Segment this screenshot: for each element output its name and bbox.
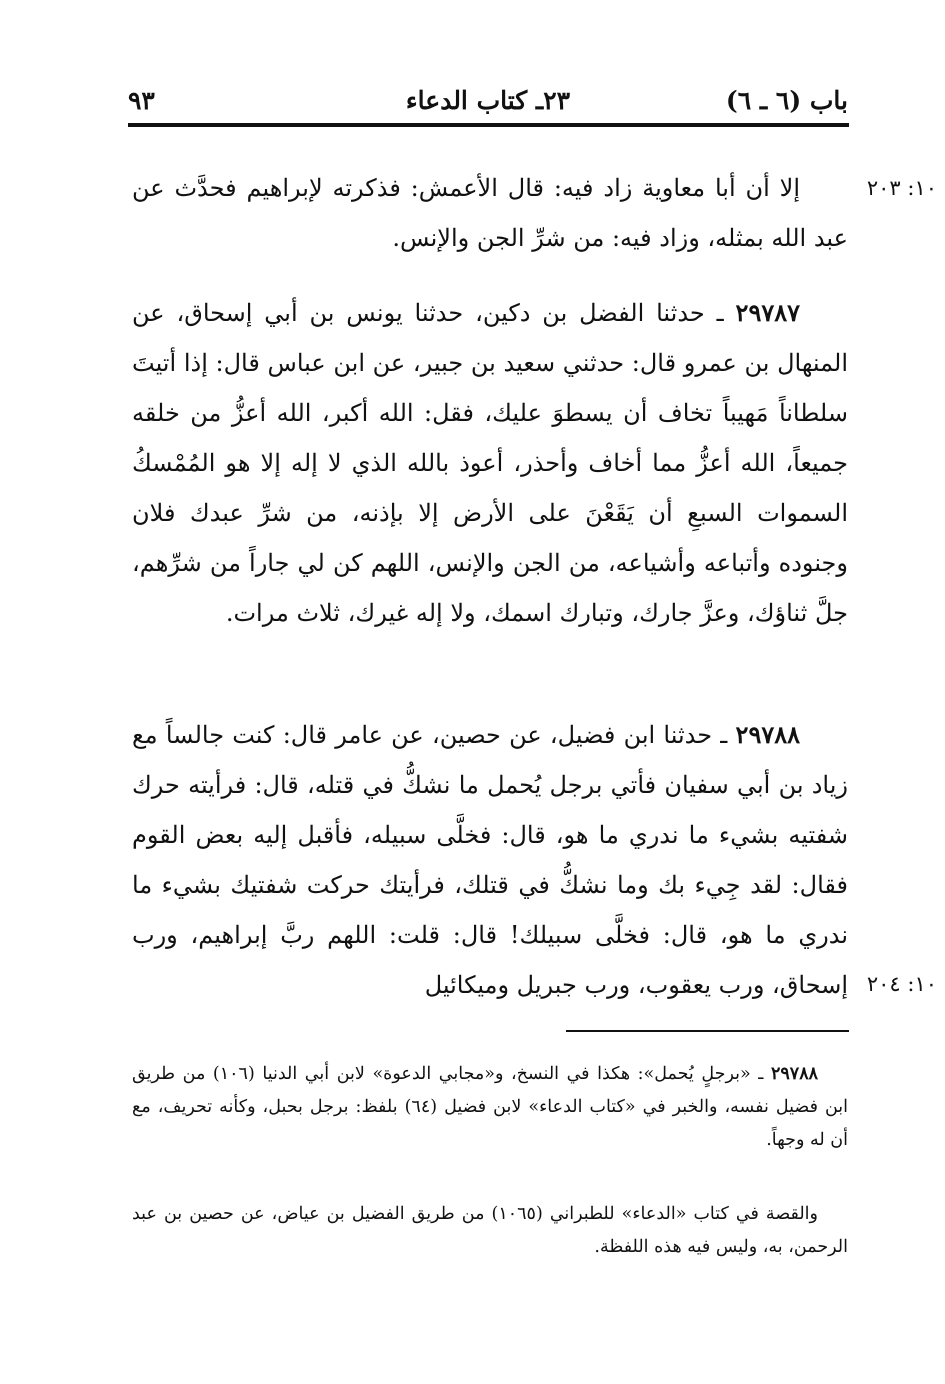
footnote-text: والقصة في كتاب «الدعاء» للطبراني (١٠٦٥) من طريق الفضيل بن عياض، عن حصين بن عبد الرحمن، به، وليس فيه هذه اللفظة. [132, 1204, 848, 1257]
margin-reference: ١٠: ٢٠٤ [866, 972, 937, 996]
hadith-text: ـ حدثنا الفضل بن دكين، حدثنا يونس بن أبي إسحاق، عن المنهال بن عمرو قال: حدثني سعيد بن جبير، عن ابن عباس قال: إذا أتيتَ سلطاناً مَهيباً تخاف أن يسطوَ عليك، فقل: الله أكبر، الله أعزُّ من خلقه جميعاً، الله أعزُّ مما أخاف وأحذر، أعوذ بالله الذي لا إله إلا هو المُمْسكُ السموات السبعِ أن يَقَعْنَ على الأرض إلا بإذنه، من شرِّ عبدك فلان وجنوده وأتباعه وأشياعه، من الجن والإنس، اللهم كن لي جاراً من شرِّهم، جلَّ ثناؤك، وعزَّ جارك، وتبارك اسمك، ولا إله غيرك، ثلاث مرات. [132, 299, 848, 627]
footnote-number: ٢٩٧٨٨ [771, 1064, 818, 1084]
book-title: ٢٣ـ كتاب الدعاء [405, 86, 571, 115]
chapter-section: باب (٦ ـ ٦) [725, 86, 848, 115]
hadith-number: ٢٩٧٨٧ [735, 298, 800, 327]
footnote [132, 1058, 848, 1157]
hadith-text: ـ حدثنا ابن فضيل، عن حصين، عن عامر قال: كنت جالساً مع زياد بن أبي سفيان فأتي برجل يُحمل ما نشكُّ في قتله، قال: فرأيته حرك شفتيه بشيء ما ندري ما هو، قال: فخلَّى سبيله، فأقبل إليه بعض القوم فقال: لقد جِيء بك وما نشكُّ في قتلك، فرأيتك حركت شفتيك بشيء ما ندري ما هو، قال: فخلَّى سبيلك! قال: قلت: اللهم ربَّ إبراهيم، ورب إسحاق، ورب يعقوب، ورب جبريل وميكائيل [132, 721, 849, 999]
running-header [128, 80, 848, 122]
hadith-paragraph [132, 710, 848, 1010]
header-rule [128, 123, 849, 127]
footnote-text: ـ «برجلٍ يُحمل»: هكذا في النسخ، و«مجابي الدعوة» لابن أبي الدنيا (١٠٦) من طريق ابن فضيل نفسه، والخبر في «كتاب الدعاء» لابن فضيل (٦٤) بلفظ: برجل بحبل، وكأنه تحريف، مع أن له وجهاً. [132, 1064, 849, 1150]
margin-reference: ١٠: ٢٠٣ [866, 176, 937, 200]
paragraph-continuation [132, 163, 848, 263]
paragraph-text: إلا أن أبا معاوية زاد فيه: قال الأعمش: فذكرته لإبراهيم فحدَّث عن عبد الله بمثله، وزاد فيه: من شرِّ الجن والإنس. [132, 174, 848, 252]
hadith-number: ٢٩٧٨٨ [735, 720, 800, 749]
footnote [132, 1198, 848, 1264]
footnote-rule [566, 1030, 849, 1032]
page-number: ٩٣ [128, 86, 155, 115]
hadith-paragraph [132, 288, 848, 638]
